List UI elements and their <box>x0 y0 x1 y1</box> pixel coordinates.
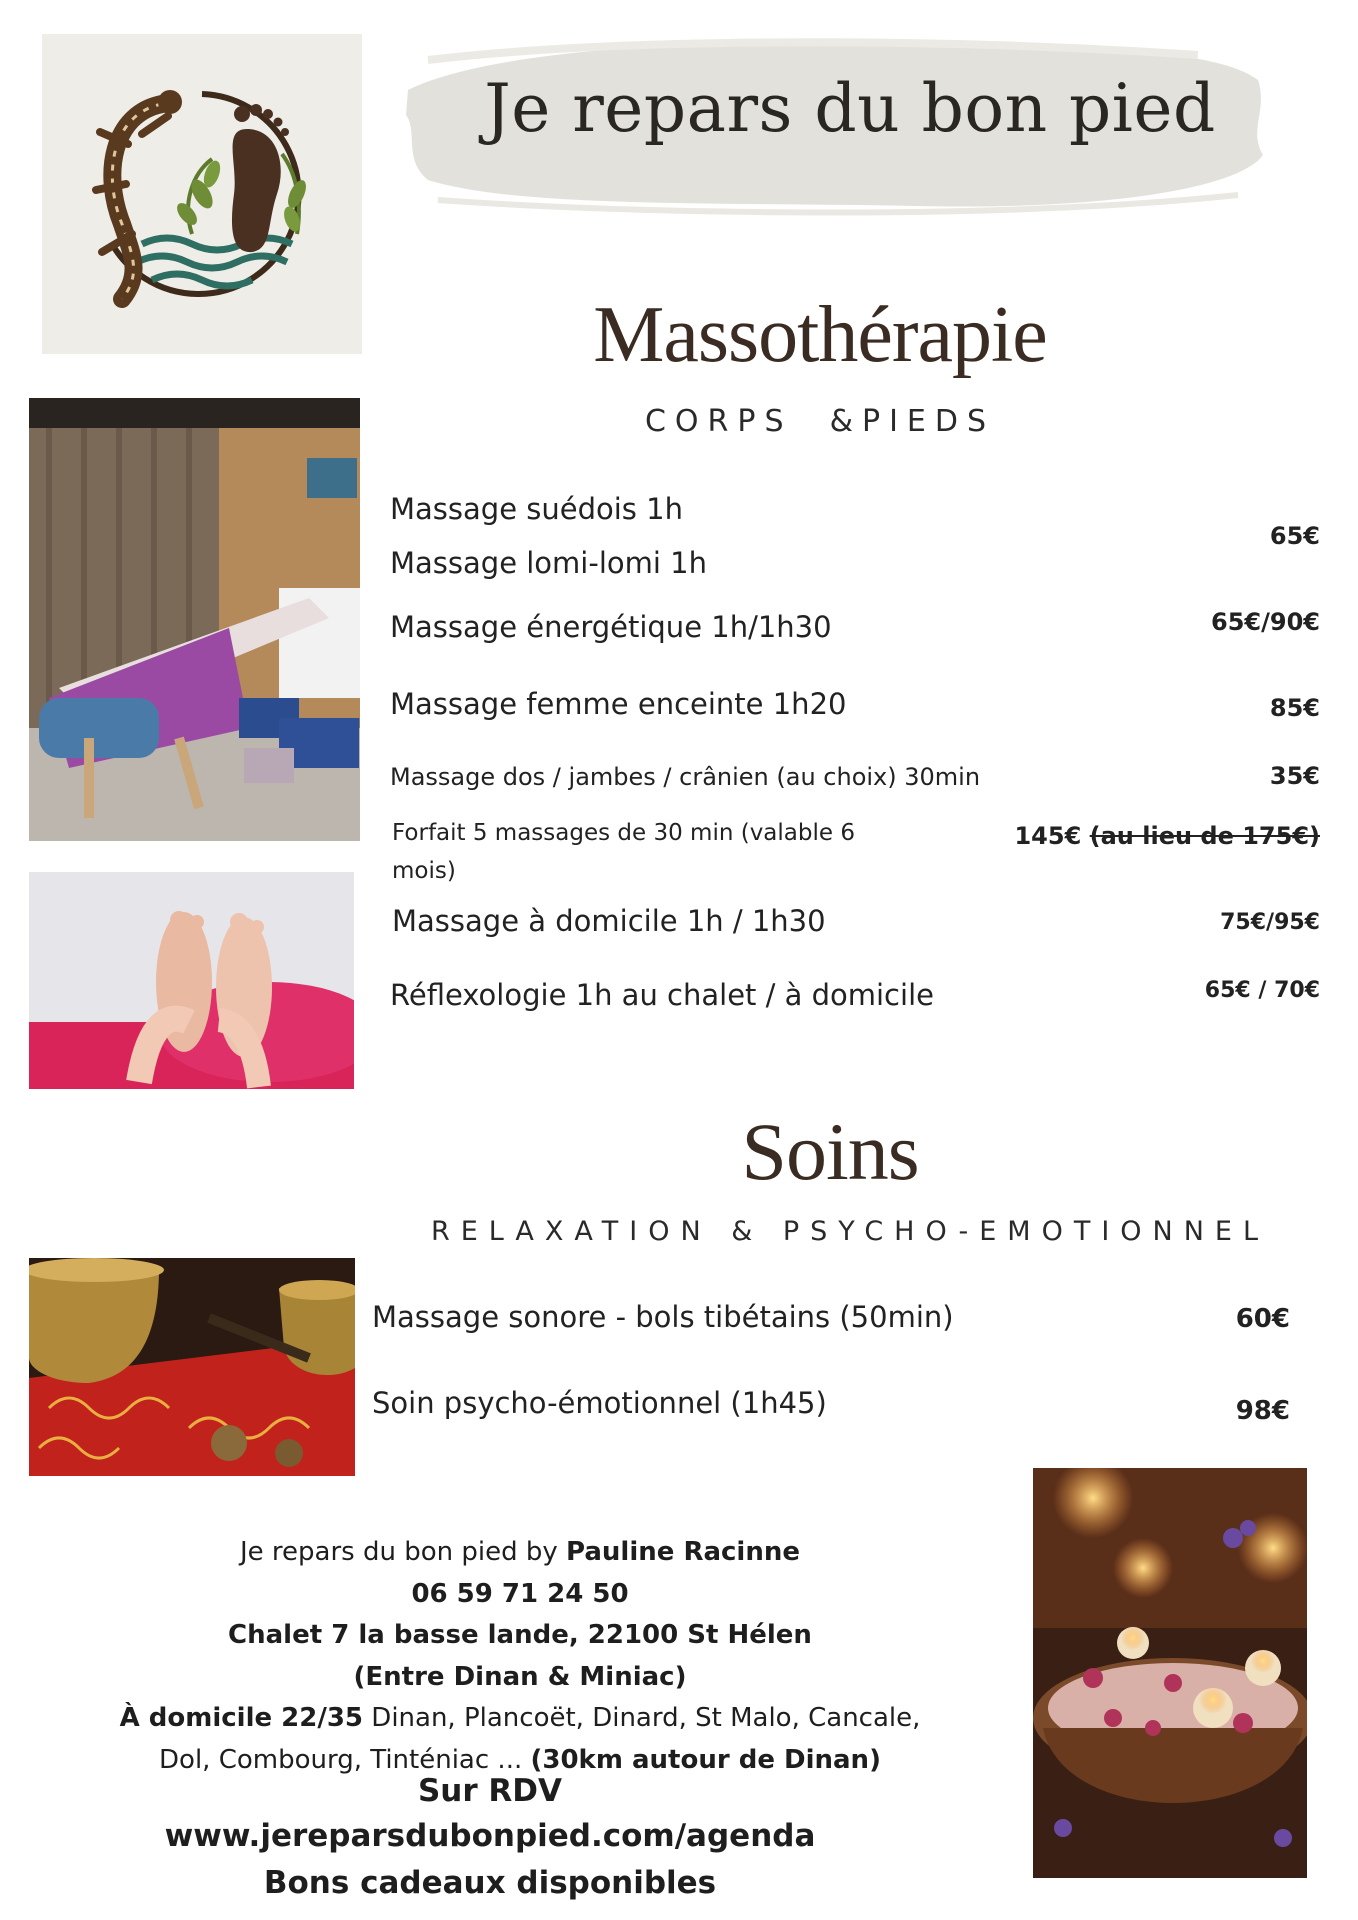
soins-section-title: Soins <box>741 1106 919 1197</box>
page-title: Je repars du bon pied <box>484 70 1216 147</box>
candles-photo <box>1033 1468 1307 1878</box>
massage-room-photo <box>29 398 360 841</box>
service-price: 85€ <box>1269 694 1320 722</box>
service-label: Massage énergétique 1h/1h30 <box>390 610 832 644</box>
soins-section-subtitle: RELAXATION & PSYCHO-EMOTIONNEL <box>430 1216 1270 1247</box>
home-towns-2: Dol, Combourg, Tinténiac ... <box>159 1744 531 1775</box>
address: Chalet 7 la basse lande, 22100 St Hélen <box>228 1620 812 1650</box>
service-price: 60€ <box>1235 1304 1290 1334</box>
footprint-icon <box>232 104 289 252</box>
service-label: Massage suédois 1h <box>390 492 683 526</box>
service-label: Massage femme enceinte 1h20 <box>390 687 847 721</box>
service-label: Forfait 5 massages de 30 min (valable 6 mois) <box>392 820 855 884</box>
home-towns: Dinan, Plancoët, Dinard, St Malo, Cancale, <box>363 1703 921 1733</box>
service-label: Massage dos / jambes / crânien (au choix) 30min <box>390 763 981 791</box>
service-price: 65€/90€ <box>1211 608 1320 636</box>
reflexology-photo <box>29 872 354 1089</box>
service-price: 75€/95€ <box>1220 910 1320 935</box>
logo <box>42 34 362 354</box>
by-line <box>40 1532 1000 1574</box>
home-service-label: À domicile 22/35 <box>119 1703 364 1733</box>
gift-vouchers-note: Bons cadeaux disponibles <box>263 1865 717 1901</box>
service-label: Soin psycho-émotionnel (1h45) <box>372 1386 827 1420</box>
massage-section-title: Massothérapie <box>593 291 1047 379</box>
service-radius: (30km autour de Dinan) <box>530 1744 881 1775</box>
owner-name: Pauline Racinne <box>566 1537 800 1567</box>
by-prefix: Je repars du bon pied by <box>239 1537 567 1567</box>
service-price: 65€ <box>1269 522 1320 550</box>
agenda-link[interactable]: www.jerepars​dubonpied.com/agenda <box>164 1818 816 1854</box>
address-note: (Entre Dinan & Miniac) <box>353 1661 687 1692</box>
package-price: 145€ <box>1014 822 1082 850</box>
appointment-note: Sur RDV <box>417 1773 563 1809</box>
service-label: Massage lomi-lomi 1h <box>390 546 707 580</box>
service-price <box>1014 822 1320 850</box>
phone-number: 06 59 71 24 50 <box>411 1578 629 1609</box>
contact-info <box>40 1532 1000 1781</box>
service-label: Massage sonore - bols tibétains (50min) <box>372 1300 954 1334</box>
service-price: 35€ <box>1269 762 1320 790</box>
package-old-price: (au lieu de 175€) <box>1089 822 1320 850</box>
service-label: Massage à domicile 1h / 1h30 <box>392 904 826 938</box>
service-label: Réflexologie 1h au chalet / à domicile <box>390 978 934 1012</box>
salamander-icon <box>96 90 182 299</box>
home-service-line <box>40 1698 1000 1740</box>
service-price: 98€ <box>1235 1396 1290 1426</box>
singing-bowls-photo <box>29 1258 355 1476</box>
massage-section-subtitle: CORPS &PIEDS <box>644 404 996 439</box>
service-price: 65€ / 70€ <box>1204 978 1320 1003</box>
